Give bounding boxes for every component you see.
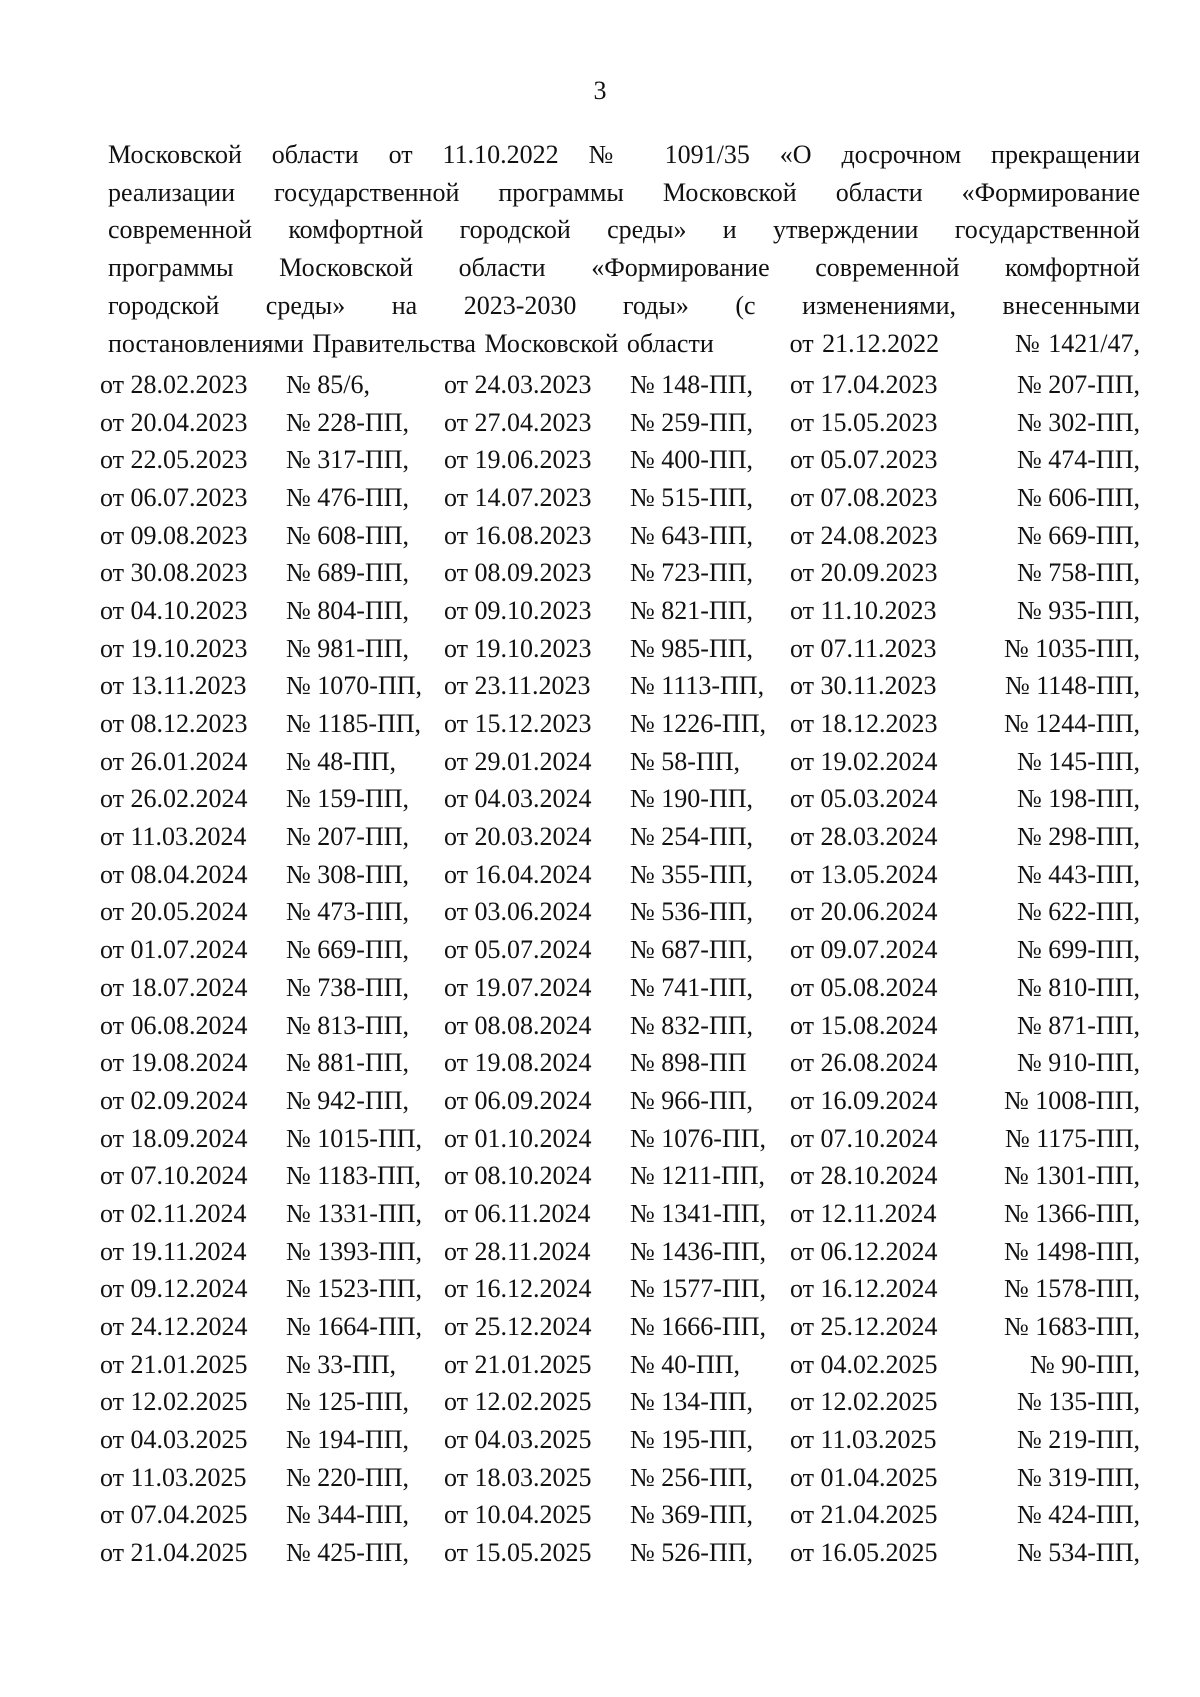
amendments-list <box>100 366 1140 1572</box>
amendment-row <box>100 1120 1140 1158</box>
intro-last-number: № 1421/47, <box>1014 328 1140 358</box>
decree-number: № 1301-ПП, <box>1003 1161 1140 1191</box>
decree-number: № 1183-ПП, <box>286 1161 422 1191</box>
amendment-row <box>100 931 1140 969</box>
amendment-row <box>100 818 1140 856</box>
amendment-row <box>100 1459 1140 1497</box>
decree-number: № 40-ПП, <box>630 1349 741 1379</box>
decree-date: от 01.07.2024 <box>100 935 248 965</box>
decree-number: № 474-ПП, <box>1016 445 1140 475</box>
decree-number: № 369-ПП, <box>630 1500 754 1530</box>
intro-last-line <box>108 325 1140 363</box>
decree-number: № 910-ПП, <box>1016 1048 1140 1078</box>
decree-date: от 15.05.2025 <box>444 1538 592 1568</box>
decree-number: № 821-ПП, <box>630 595 754 625</box>
amendment-row <box>100 743 1140 781</box>
decree-number: № 985-ПП, <box>630 633 754 663</box>
decree-number: № 832-ПП, <box>630 1010 754 1040</box>
page-number: 3 <box>593 76 607 105</box>
decree-number: № 195-ПП, <box>630 1425 754 1455</box>
decree-number: № 48-ПП, <box>286 746 397 776</box>
amendment-row <box>100 856 1140 894</box>
decree-number: № 1341-ПП, <box>630 1198 767 1228</box>
amendment-row <box>100 630 1140 668</box>
amendment-row <box>100 1421 1140 1459</box>
decree-number: № 606-ПП, <box>1016 482 1140 512</box>
decree-date: от 11.10.2023 <box>790 595 937 625</box>
decree-date: от 13.05.2024 <box>790 859 938 889</box>
decree-number: № 134-ПП, <box>630 1387 754 1417</box>
decree-number: № 220-ПП, <box>286 1462 410 1492</box>
decree-number: № 534-ПП, <box>1016 1538 1140 1568</box>
decree-date: от 07.04.2025 <box>100 1500 248 1530</box>
decree-number: № 622-ПП, <box>1016 897 1140 927</box>
decree-date: от 20.05.2024 <box>100 897 248 927</box>
decree-date: от 16.09.2024 <box>790 1085 938 1115</box>
decree-number: № 1244-ПП, <box>1003 709 1140 739</box>
decree-number: № 608-ПП, <box>286 520 410 550</box>
decree-date: от 20.04.2023 <box>100 407 248 437</box>
amendment-row <box>100 1044 1140 1082</box>
intro-last-text: постановлениями Правительства Московской области <box>108 328 714 358</box>
decree-date: от 19.02.2024 <box>790 746 938 776</box>
decree-date: от 11.03.2024 <box>100 822 247 852</box>
decree-date: от 24.03.2023 <box>444 369 592 399</box>
decree-date: от 01.04.2025 <box>790 1462 938 1492</box>
decree-number: № 1683-ПП, <box>1003 1312 1140 1342</box>
decree-number: № 1523-ПП, <box>286 1274 423 1304</box>
decree-number: № 669-ПП, <box>286 935 410 965</box>
decree-number: № 424-ПП, <box>1016 1500 1140 1530</box>
decree-date: от 28.02.2023 <box>100 369 248 399</box>
decree-date: от 07.10.2024 <box>100 1161 248 1191</box>
decree-date: от 27.04.2023 <box>444 407 592 437</box>
decree-date: от 16.04.2024 <box>444 859 592 889</box>
decree-number: № 515-ПП, <box>630 482 754 512</box>
decree-date: от 24.08.2023 <box>790 520 938 550</box>
decree-date: от 12.02.2025 <box>444 1387 592 1417</box>
decree-date: от 28.10.2024 <box>790 1161 938 1191</box>
decree-number: № 473-ПП, <box>286 897 410 927</box>
decree-date: от 20.06.2024 <box>790 897 938 927</box>
decree-date: от 20.09.2023 <box>790 558 938 588</box>
decree-date: от 05.03.2024 <box>790 784 938 814</box>
decree-date: от 02.11.2024 <box>100 1198 247 1228</box>
decree-number: № 1185-ПП, <box>286 709 422 739</box>
decree-date: от 26.02.2024 <box>100 784 248 814</box>
decree-date: от 25.12.2024 <box>444 1312 592 1342</box>
decree-date: от 08.12.2023 <box>100 709 248 739</box>
amendment-row <box>100 894 1140 932</box>
amendment-row <box>100 668 1140 706</box>
decree-date: от 26.08.2024 <box>790 1048 938 1078</box>
decree-date: от 05.07.2024 <box>444 935 592 965</box>
decree-number: № 669-ПП, <box>1016 520 1140 550</box>
decree-date: от 21.01.2025 <box>100 1349 248 1379</box>
decree-number: № 689-ПП, <box>286 558 410 588</box>
decree-number: № 308-ПП, <box>286 859 410 889</box>
decree-number: № 804-ПП, <box>286 595 410 625</box>
decree-date: от 12.02.2025 <box>790 1387 938 1417</box>
decree-number: № 207-ПП, <box>1016 369 1140 399</box>
intro-line: реализации государственной программы Московской области «Формирование <box>108 177 1140 207</box>
amendment-row <box>100 554 1140 592</box>
decree-date: от 09.07.2024 <box>790 935 938 965</box>
decree-date: от 07.08.2023 <box>790 482 938 512</box>
decree-number: № 699-ПП, <box>1016 935 1140 965</box>
decree-date: от 16.08.2023 <box>444 520 592 550</box>
decree-date: от 20.03.2024 <box>444 822 592 852</box>
amendment-row <box>100 404 1140 442</box>
decree-date: от 05.07.2023 <box>790 445 938 475</box>
decree-date: от 28.03.2024 <box>790 822 938 852</box>
decree-number: № 1148-ПП, <box>1004 671 1140 701</box>
amendment-row <box>100 969 1140 1007</box>
decree-number: № 1436-ПП, <box>630 1236 767 1266</box>
decree-date: от 12.02.2025 <box>100 1387 248 1417</box>
decree-date: от 06.07.2023 <box>100 482 248 512</box>
decree-date: от 14.07.2023 <box>444 482 592 512</box>
decree-date: от 16.05.2025 <box>790 1538 938 1568</box>
amendment-row <box>100 1346 1140 1384</box>
amendment-row <box>100 1308 1140 1346</box>
decree-number: № 1578-ПП, <box>1003 1274 1140 1304</box>
decree-number: № 1175-ПП, <box>1004 1123 1140 1153</box>
decree-date: от 04.03.2024 <box>444 784 592 814</box>
amendment-row <box>100 479 1140 517</box>
amendment-row <box>100 1233 1140 1271</box>
decree-date: от 19.10.2023 <box>444 633 592 663</box>
amendment-row <box>100 1497 1140 1535</box>
decree-number: № 254-ПП, <box>630 822 754 852</box>
decree-date: от 30.08.2023 <box>100 558 248 588</box>
decree-date: от 25.12.2024 <box>790 1312 938 1342</box>
decree-number: № 259-ПП, <box>630 407 754 437</box>
decree-date: от 15.12.2023 <box>444 709 592 739</box>
decree-date: от 16.12.2024 <box>444 1274 592 1304</box>
intro-line: современной комфортной городской среды» и утверждении государственной <box>108 215 1140 245</box>
decree-date: от 29.01.2024 <box>444 746 592 776</box>
decree-date: от 26.01.2024 <box>100 746 248 776</box>
decree-date: от 08.09.2023 <box>444 558 592 588</box>
decree-date: от 13.11.2023 <box>100 671 247 701</box>
decree-date: от 02.09.2024 <box>100 1085 248 1115</box>
decree-number: № 355-ПП, <box>630 859 754 889</box>
decree-number: № 966-ПП, <box>630 1085 754 1115</box>
decree-date: от 24.12.2024 <box>100 1312 248 1342</box>
amendment-row <box>100 517 1140 555</box>
decree-number: № 256-ПП, <box>630 1462 754 1492</box>
decree-date: от 04.02.2025 <box>790 1349 938 1379</box>
decree-number: № 935-ПП, <box>1016 595 1140 625</box>
decree-number: № 228-ПП, <box>286 407 410 437</box>
decree-date: от 23.11.2023 <box>444 671 591 701</box>
decree-number: № 344-ПП, <box>286 1500 410 1530</box>
decree-number: № 58-ПП, <box>630 746 741 776</box>
decree-number: № 643-ПП, <box>630 520 754 550</box>
decree-number: № 898-ПП <box>630 1048 747 1078</box>
decree-date: от 06.08.2024 <box>100 1010 248 1040</box>
decree-date: от 18.12.2023 <box>790 709 938 739</box>
decree-number: № 219-ПП, <box>1016 1425 1140 1455</box>
decree-number: № 1008-ПП, <box>1003 1085 1140 1115</box>
decree-date: от 12.11.2024 <box>790 1198 937 1228</box>
decree-date: от 19.11.2024 <box>100 1236 247 1266</box>
amendment-row <box>100 366 1140 404</box>
decree-number: № 1113-ПП, <box>630 671 765 701</box>
decree-number: № 813-ПП, <box>286 1010 410 1040</box>
decree-number: № 148-ПП, <box>630 369 754 399</box>
decree-number: № 1015-ПП, <box>286 1123 423 1153</box>
decree-number: № 1666-ПП, <box>630 1312 767 1342</box>
amendment-row <box>100 705 1140 743</box>
intro-paragraph <box>108 136 1140 362</box>
decree-number: № 810-ПП, <box>1016 972 1140 1002</box>
decree-date: от 22.05.2023 <box>100 445 248 475</box>
decree-date: от 06.11.2024 <box>444 1198 591 1228</box>
decree-number: № 194-ПП, <box>286 1425 410 1455</box>
decree-date: от 21.04.2025 <box>100 1538 248 1568</box>
decree-number: № 319-ПП, <box>1016 1462 1140 1492</box>
decree-date: от 16.12.2024 <box>790 1274 938 1304</box>
decree-number: № 476-ПП, <box>286 482 410 512</box>
decree-date: от 07.11.2023 <box>790 633 937 663</box>
decree-number: № 536-ПП, <box>630 897 754 927</box>
intro-line: Московской области от 11.10.2022 № 1091/35 «О досрочном прекращении <box>108 140 1140 169</box>
decree-date: от 18.03.2025 <box>444 1462 592 1492</box>
decree-date: от 18.07.2024 <box>100 972 248 1002</box>
amendment-row <box>100 441 1140 479</box>
amendment-row <box>100 1271 1140 1309</box>
decree-date: от 10.04.2025 <box>444 1500 592 1530</box>
intro-line: программы Московской области «Формирование современной комфортной <box>108 253 1140 283</box>
amendment-row <box>100 1157 1140 1195</box>
decree-date: от 04.03.2025 <box>100 1425 248 1455</box>
decree-date: от 19.08.2024 <box>100 1048 248 1078</box>
decree-number: № 741-ПП, <box>630 972 754 1002</box>
decree-date: от 07.10.2024 <box>790 1123 938 1153</box>
decree-number: № 198-ПП, <box>1016 784 1140 814</box>
decree-number: № 302-ПП, <box>1016 407 1140 437</box>
decree-number: № 400-ПП, <box>630 445 754 475</box>
decree-date: от 19.07.2024 <box>444 972 592 1002</box>
decree-date: от 08.10.2024 <box>444 1161 592 1191</box>
intro-line: городской среды» на 2023-2030 годы» (с изменениями, внесенными <box>108 290 1140 320</box>
decree-date: от 08.04.2024 <box>100 859 248 889</box>
decree-number: № 1498-ПП, <box>1003 1236 1140 1266</box>
decree-date: от 18.09.2024 <box>100 1123 248 1153</box>
decree-number: № 425-ПП, <box>286 1538 410 1568</box>
decree-number: № 317-ПП, <box>286 445 410 475</box>
decree-date: от 11.03.2025 <box>100 1462 247 1492</box>
decree-date: от 04.03.2025 <box>444 1425 592 1455</box>
decree-number: № 1331-ПП, <box>286 1198 423 1228</box>
decree-number: № 90-ПП, <box>1029 1349 1140 1379</box>
decree-number: № 207-ПП, <box>286 822 410 852</box>
decree-number: № 145-ПП, <box>1016 746 1140 776</box>
decree-number: № 298-ПП, <box>1016 822 1140 852</box>
decree-date: от 28.11.2024 <box>444 1236 591 1266</box>
decree-date: от 19.08.2024 <box>444 1048 592 1078</box>
amendment-row <box>100 781 1140 819</box>
decree-date: от 09.10.2023 <box>444 595 592 625</box>
decree-number: № 1226-ПП, <box>630 709 767 739</box>
decree-date: от 19.06.2023 <box>444 445 592 475</box>
decree-date: от 09.08.2023 <box>100 520 248 550</box>
decree-date: от 19.10.2023 <box>100 633 248 663</box>
decree-number: № 1035-ПП, <box>1003 633 1140 663</box>
decree-date: от 03.06.2024 <box>444 897 592 927</box>
decree-number: № 758-ПП, <box>1016 558 1140 588</box>
decree-date: от 06.12.2024 <box>790 1236 938 1266</box>
decree-date: от 09.12.2024 <box>100 1274 248 1304</box>
decree-date: от 05.08.2024 <box>790 972 938 1002</box>
decree-number: № 526-ПП, <box>630 1538 754 1568</box>
decree-number: № 1076-ПП, <box>630 1123 767 1153</box>
amendment-row <box>100 1007 1140 1045</box>
decree-date: от 11.03.2025 <box>790 1425 937 1455</box>
decree-number: № 159-ПП, <box>286 784 410 814</box>
decree-date: от 15.05.2023 <box>790 407 938 437</box>
decree-date: от 30.11.2023 <box>790 671 937 701</box>
decree-number: № 1393-ПП, <box>286 1236 423 1266</box>
decree-number: № 1070-ПП, <box>286 671 423 701</box>
amendment-row <box>100 1082 1140 1120</box>
decree-date: от 01.10.2024 <box>444 1123 592 1153</box>
amendment-row <box>100 1384 1140 1422</box>
decree-date: от 06.09.2024 <box>444 1085 592 1115</box>
amendment-row <box>100 592 1140 630</box>
decree-date: от 15.08.2024 <box>790 1010 938 1040</box>
decree-number: № 1211-ПП, <box>630 1161 766 1191</box>
decree-number: № 85/6, <box>286 369 371 399</box>
decree-number: № 687-ПП, <box>630 935 754 965</box>
decree-number: № 1664-ПП, <box>286 1312 423 1342</box>
decree-number: № 723-ПП, <box>630 558 754 588</box>
decree-number: № 942-ПП, <box>286 1085 410 1115</box>
decree-number: № 443-ПП, <box>1016 859 1140 889</box>
decree-number: № 135-ПП, <box>1016 1387 1140 1417</box>
decree-date: от 17.04.2023 <box>790 369 938 399</box>
decree-number: № 981-ПП, <box>286 633 410 663</box>
decree-date: от 04.10.2023 <box>100 595 248 625</box>
decree-date: от 21.04.2025 <box>790 1500 938 1530</box>
amendment-row <box>100 1534 1140 1572</box>
decree-date: от 08.08.2024 <box>444 1010 592 1040</box>
decree-number: № 190-ПП, <box>630 784 754 814</box>
decree-date: от 21.01.2025 <box>444 1349 592 1379</box>
decree-number: № 33-ПП, <box>286 1349 397 1379</box>
amendment-row <box>100 1195 1140 1233</box>
decree-number: № 871-ПП, <box>1016 1010 1140 1040</box>
decree-number: № 1577-ПП, <box>630 1274 767 1304</box>
decree-number: № 738-ПП, <box>286 972 410 1002</box>
intro-last-date: от 21.12.2022 <box>789 328 940 358</box>
decree-number: № 1366-ПП, <box>1003 1198 1140 1228</box>
decree-number: № 881-ПП, <box>286 1048 410 1078</box>
decree-number: № 125-ПП, <box>286 1387 410 1417</box>
